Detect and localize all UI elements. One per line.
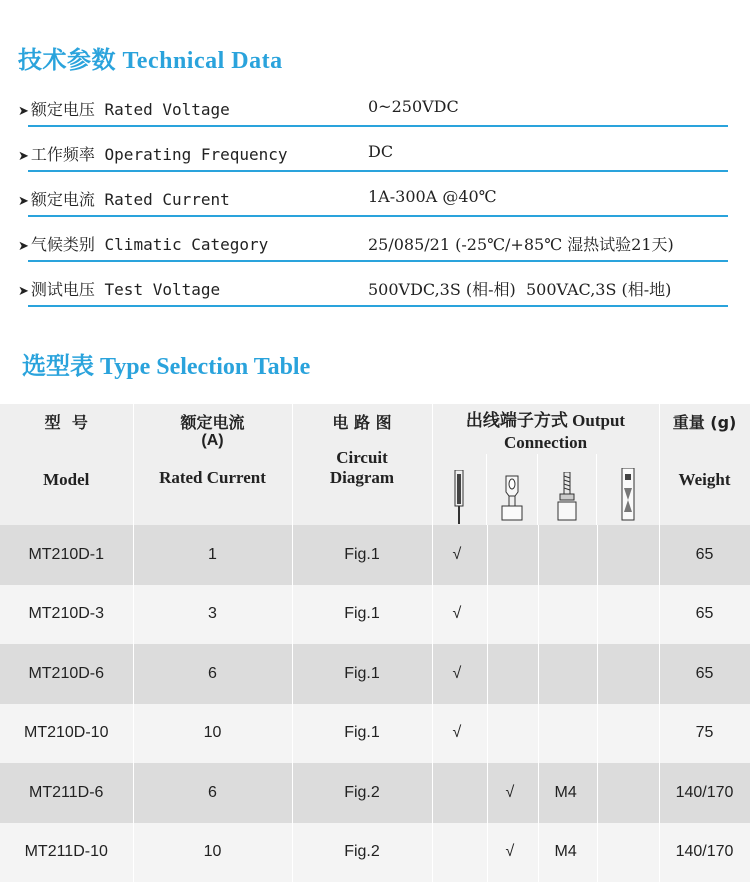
- cell-circuit-diagram: Fig.1: [292, 644, 432, 704]
- header-weight: [659, 404, 750, 525]
- header-model-en: Model: [43, 470, 90, 489]
- spec-label-text: 气候类别 Climatic Category: [30, 235, 269, 254]
- cell-tab: [597, 525, 659, 585]
- cell-model: MT211D-6: [0, 763, 133, 823]
- cell-lug: [487, 644, 538, 704]
- spec-divider: [28, 305, 728, 307]
- cell-wire-lead: √: [432, 704, 487, 764]
- spec-label: [18, 142, 288, 165]
- table-row: [0, 823, 750, 883]
- bullet-arrow-icon: ➤: [18, 149, 29, 164]
- cell-stud: M4: [538, 823, 597, 883]
- cell-rated-current: 1: [133, 525, 292, 585]
- cell-circuit-diagram: Fig.1: [292, 585, 432, 645]
- spec-label-text: 工作频率 Operating Frequency: [30, 145, 288, 164]
- cell-circuit-diagram: Fig.1: [292, 525, 432, 585]
- spec-value: 500VDC,3S (相-相) 500VAC,3S (相-地): [368, 280, 672, 299]
- threaded-stud-icon: [538, 454, 597, 525]
- spec-divider: [28, 260, 728, 262]
- spec-divider: [28, 125, 728, 127]
- header-output-connection: [432, 404, 659, 525]
- spec-label-text: 额定电流 Rated Current: [30, 190, 230, 209]
- header-circuit-diagram: [292, 404, 432, 525]
- spec-row: [18, 142, 720, 187]
- cell-weight: 65: [659, 644, 750, 704]
- spec-divider: [28, 215, 728, 217]
- lug-terminal-icon: [487, 454, 538, 525]
- table-row: [0, 763, 750, 823]
- selection-table-title: 选型表 Type Selection Table: [22, 354, 311, 380]
- cell-wire-lead: √: [432, 644, 487, 704]
- cell-rated-current: 6: [133, 763, 292, 823]
- cell-stud: [538, 525, 597, 585]
- cell-wire-lead: √: [432, 525, 487, 585]
- cell-wire-lead: √: [432, 585, 487, 645]
- cell-wire-lead: [432, 763, 487, 823]
- header-weight-en: Weight: [678, 470, 731, 489]
- spec-label: [18, 97, 230, 120]
- table-row: [0, 525, 750, 585]
- header-diagram-en: Circuit Diagram: [329, 448, 395, 487]
- table-header-row: [0, 404, 750, 525]
- cell-weight: 65: [659, 585, 750, 645]
- cell-lug: [487, 525, 538, 585]
- cell-weight: 65: [659, 525, 750, 585]
- header-weight-cn: 重量 (g): [672, 413, 737, 432]
- type-selection-table: [0, 404, 750, 882]
- header-diagram-cn: 电 路 图: [332, 413, 392, 432]
- bullet-arrow-icon: ➤: [18, 239, 29, 254]
- bullet-arrow-icon: ➤: [18, 284, 29, 299]
- spec-value: 25/085/21 (-25℃/+85℃ 湿热试验21天): [368, 235, 674, 254]
- spec-value: 1A-300A @40℃: [368, 187, 497, 206]
- cell-rated-current: 10: [133, 823, 292, 883]
- cell-weight: 75: [659, 704, 750, 764]
- tab-terminal-icon: [597, 454, 659, 525]
- cell-tab: [597, 644, 659, 704]
- cell-lug: √: [487, 823, 538, 883]
- header-model-cn: 型 号: [44, 413, 88, 432]
- cell-model: MT210D-10: [0, 704, 133, 764]
- cell-circuit-diagram: Fig.1: [292, 704, 432, 764]
- cell-rated-current: 10: [133, 704, 292, 764]
- cell-stud: M4: [538, 763, 597, 823]
- header-current-en: Rated Current: [159, 468, 266, 487]
- cell-model: MT210D-6: [0, 644, 133, 704]
- table-row: [0, 704, 750, 764]
- table-row: [0, 644, 750, 704]
- spec-label-text: 测试电压 Test Voltage: [30, 280, 221, 299]
- cell-circuit-diagram: Fig.2: [292, 763, 432, 823]
- header-current-unit: (A): [201, 432, 224, 449]
- spec-row: [18, 97, 720, 142]
- spec-value: DC: [368, 142, 394, 161]
- cell-stud: [538, 585, 597, 645]
- spec-value: 0~250VDC: [368, 97, 459, 116]
- cell-circuit-diagram: Fig.2: [292, 823, 432, 883]
- cell-tab: [597, 823, 659, 883]
- cell-lug: [487, 585, 538, 645]
- cell-lug: √: [487, 763, 538, 823]
- cell-weight: 140/170: [659, 823, 750, 883]
- cell-rated-current: 6: [133, 644, 292, 704]
- table-row: [0, 585, 750, 645]
- spec-row: [18, 232, 720, 277]
- header-output-label: 出线端子方式 Output Connection: [465, 411, 626, 452]
- technical-data-title: 技术参数 Technical Data: [18, 48, 283, 74]
- cell-rated-current: 3: [133, 585, 292, 645]
- spec-row: [18, 187, 720, 232]
- cell-wire-lead: [432, 823, 487, 883]
- cell-tab: [597, 585, 659, 645]
- cell-stud: [538, 644, 597, 704]
- spec-row: [18, 277, 720, 322]
- cell-tab: [597, 704, 659, 764]
- cell-weight: 140/170: [659, 763, 750, 823]
- spec-divider: [28, 170, 728, 172]
- header-rated-current: [133, 404, 292, 525]
- header-model: [0, 404, 133, 525]
- spec-label-text: 额定电压 Rated Voltage: [30, 100, 230, 119]
- bullet-arrow-icon: ➤: [18, 104, 29, 119]
- wire-lead-icon: [433, 454, 488, 525]
- spec-label: [18, 232, 268, 255]
- cell-model: MT210D-1: [0, 525, 133, 585]
- cell-stud: [538, 704, 597, 764]
- cell-lug: [487, 704, 538, 764]
- bullet-arrow-icon: ➤: [18, 194, 29, 209]
- header-current-cn: 额定电流: [180, 413, 245, 432]
- cell-tab: [597, 763, 659, 823]
- spec-label: [18, 187, 230, 210]
- cell-model: MT210D-3: [0, 585, 133, 645]
- cell-model: MT211D-10: [0, 823, 133, 883]
- spec-label: [18, 277, 220, 300]
